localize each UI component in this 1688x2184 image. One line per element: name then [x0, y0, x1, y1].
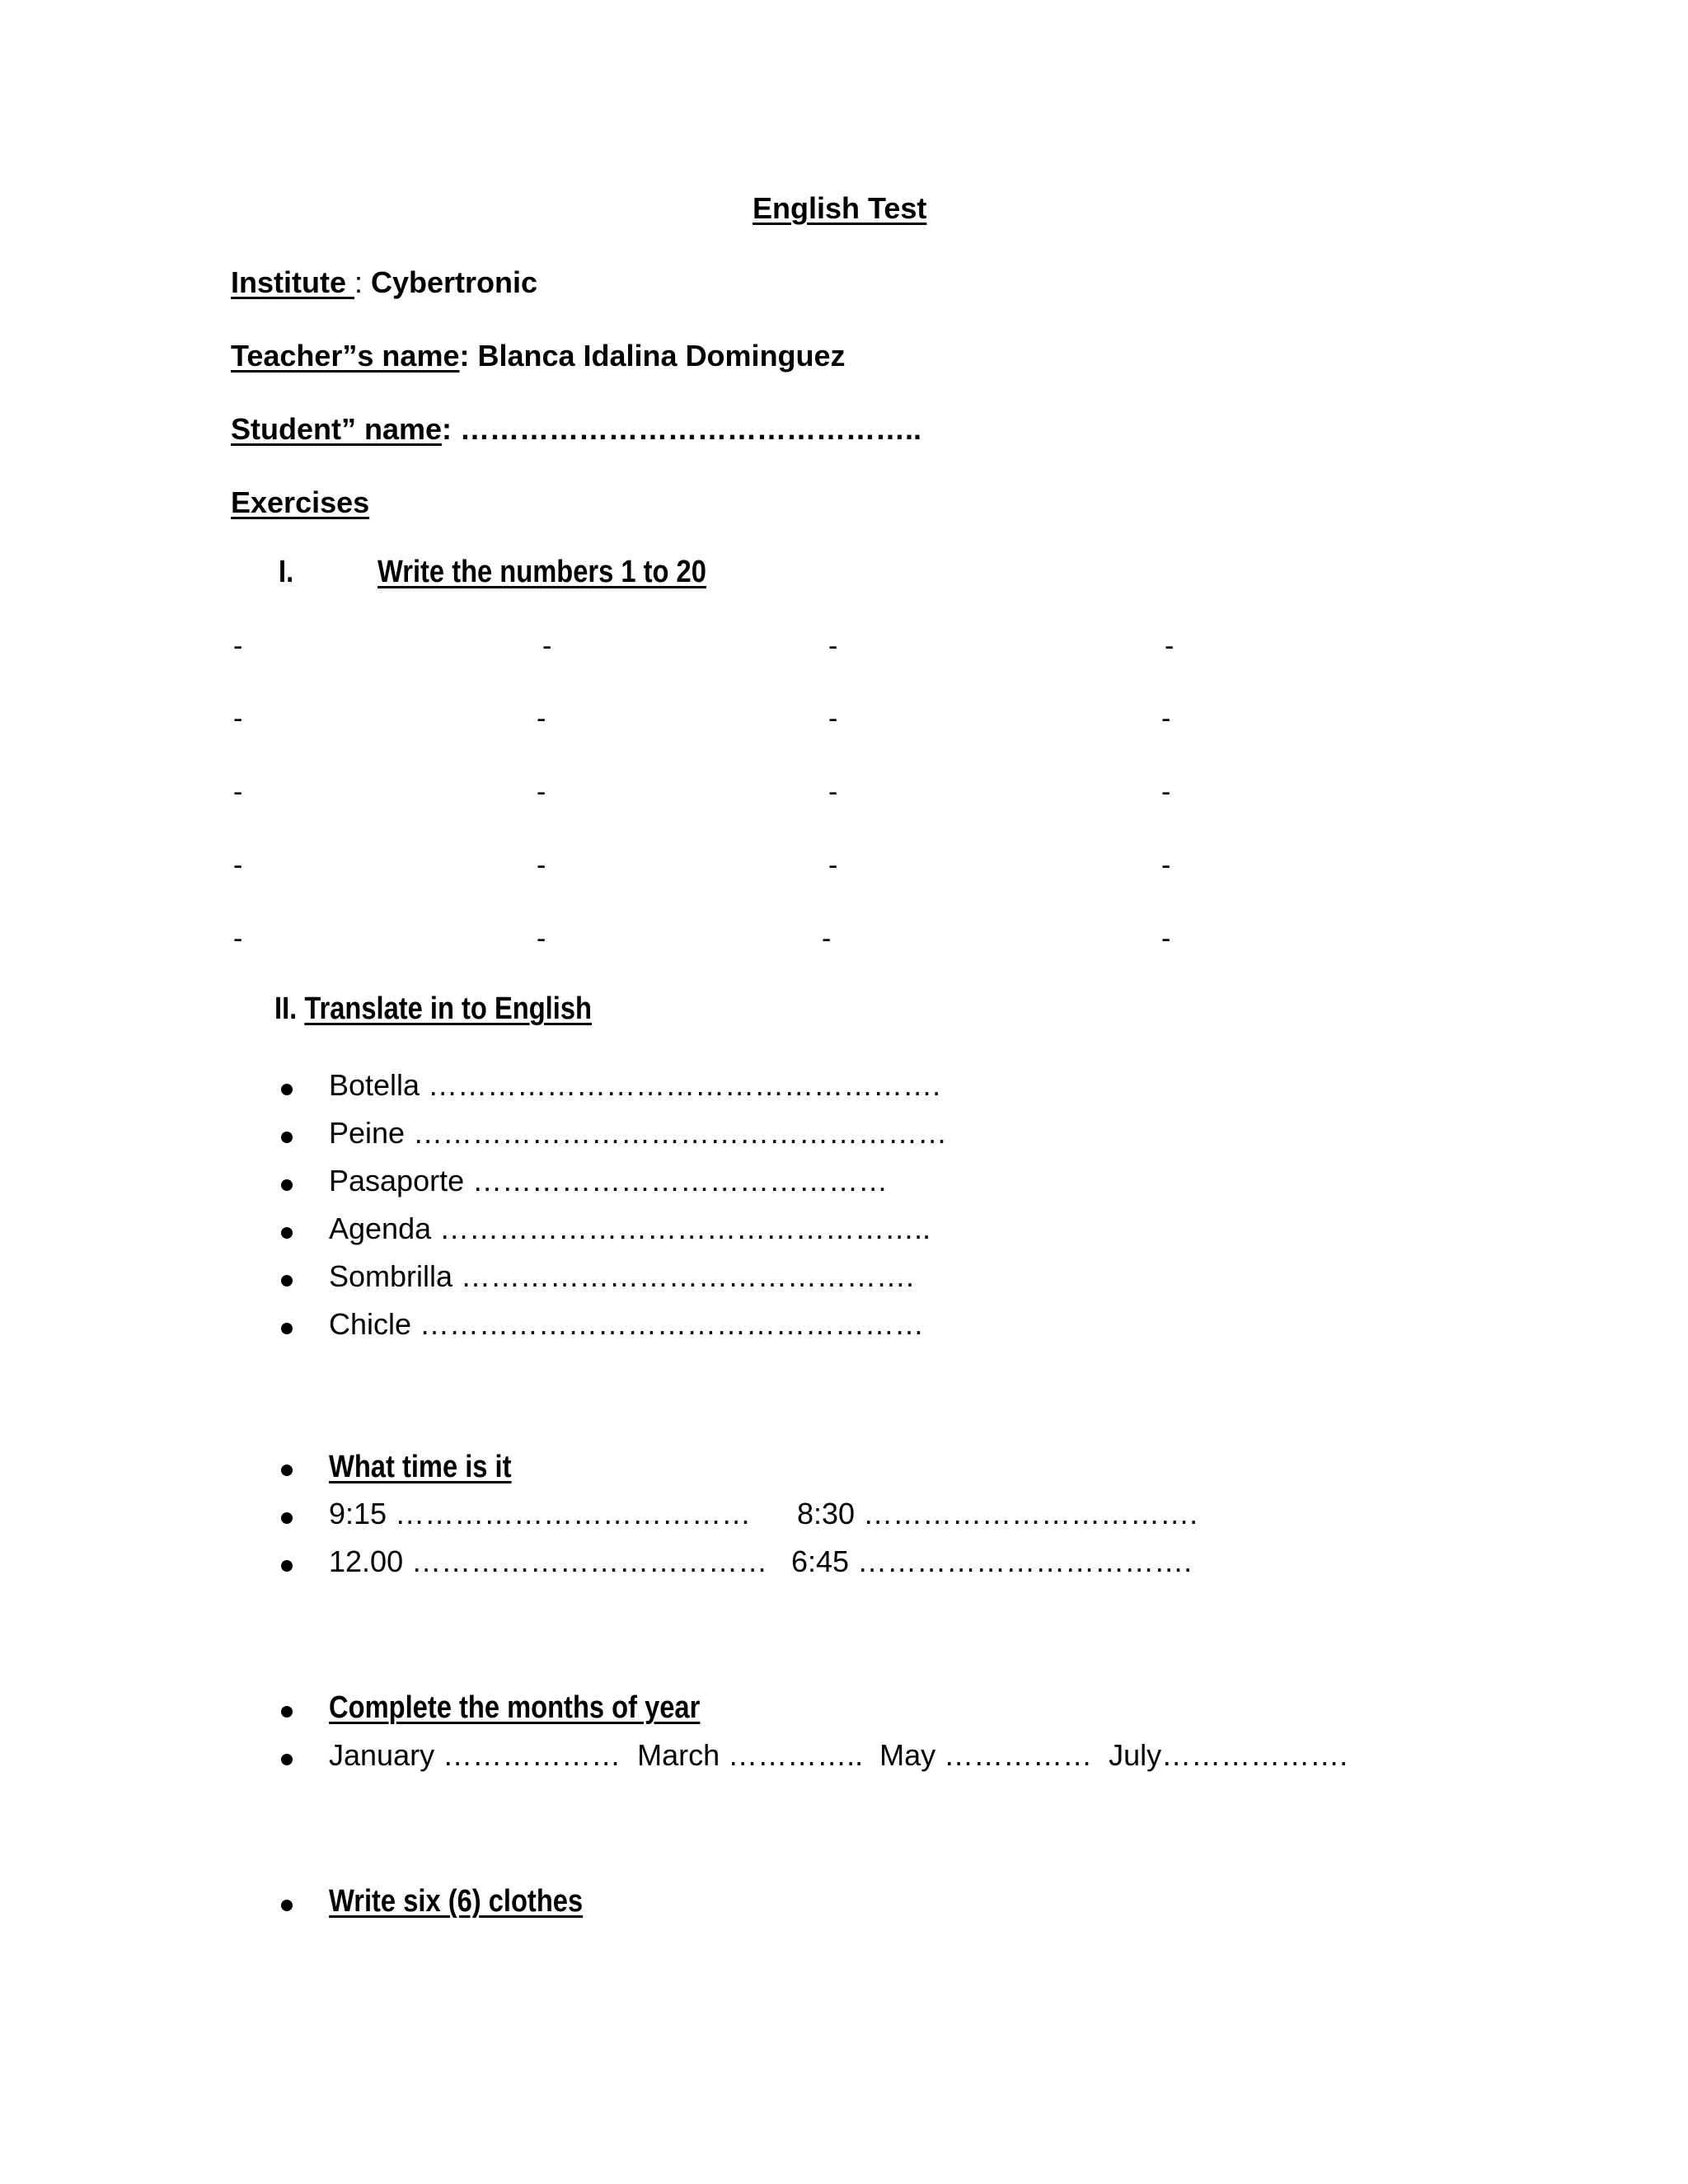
time-item-1: 9:15 ………………………………	[329, 1497, 752, 1530]
number-answer-blank: -	[233, 630, 243, 662]
number-answer-blank: -	[537, 850, 546, 881]
student-line	[231, 412, 921, 447]
number-answer-blank: -	[1161, 850, 1171, 881]
number-answer-blank: -	[233, 850, 243, 881]
section2-numeral: II.	[274, 991, 298, 1026]
section2-heading: Translate in to English	[304, 991, 592, 1026]
student-label: Student” name	[231, 412, 443, 446]
number-answer-blank: -	[1161, 923, 1171, 954]
institute-line	[231, 265, 537, 300]
teacher-value: : Blanca Idalina Dominguez	[459, 339, 846, 373]
time-item-2: 8:30 …………………………….	[797, 1497, 1198, 1530]
translate-item: Agenda …………………………………………..	[329, 1212, 931, 1245]
teacher-line	[231, 339, 846, 373]
number-answer-blank: -	[537, 923, 546, 954]
translate-item: Chicle ……………………………………………	[329, 1307, 925, 1341]
number-answer-blank: -	[1161, 776, 1171, 808]
bullet-icon	[281, 1132, 293, 1143]
teacher-label: Teacher”s name	[231, 339, 460, 373]
number-answer-blank: -	[1161, 703, 1171, 734]
section1-heading: Write the numbers 1 to 20	[377, 555, 706, 589]
bullet-icon	[281, 1179, 293, 1191]
institute-label: Institute	[231, 265, 354, 299]
number-answer-blank: -	[233, 923, 243, 954]
section3-heading: What time is it	[329, 1450, 512, 1484]
page-title: English Test	[753, 191, 927, 225]
bullet-icon	[281, 1465, 293, 1476]
institute-value: Cybertronic	[371, 265, 538, 299]
number-answer-blank: -	[828, 703, 838, 734]
bullet-icon	[281, 1084, 293, 1095]
exercises-heading: Exercises	[231, 485, 370, 519]
time-item-3: 12.00 ………………………………	[329, 1544, 768, 1578]
number-answer-blank: -	[822, 923, 832, 954]
translate-item: Sombrilla ……………………………………….	[329, 1259, 915, 1293]
student-name-field: : ………………………………………..	[442, 412, 922, 446]
number-answer-blank: -	[542, 630, 552, 662]
bullet-icon	[281, 1900, 293, 1911]
number-answer-blank: -	[537, 776, 546, 808]
bullet-icon	[281, 1754, 293, 1765]
bullet-icon	[281, 1512, 293, 1524]
number-answer-blank: -	[537, 703, 546, 734]
number-answer-blank: -	[828, 630, 838, 662]
section2-heading-line	[274, 991, 644, 1027]
translate-item: Peine ………………………………………………	[329, 1116, 948, 1150]
section1-numeral: I.	[279, 555, 294, 589]
section4-heading: Complete the months of year	[329, 1690, 701, 1725]
translate-item: Botella …………………………………………….	[329, 1068, 941, 1102]
months-line: January ……………… March ………….. May …………… July……………….	[329, 1738, 1348, 1772]
bullet-icon	[281, 1323, 293, 1334]
number-answer-blank: -	[828, 850, 838, 881]
translate-item: Pasaporte ……………………………………	[329, 1164, 889, 1197]
section5-heading: Write six (6) clothes	[329, 1884, 584, 1919]
bullet-icon	[281, 1227, 293, 1239]
number-answer-blank: -	[828, 776, 838, 808]
time-item-4: 6:45 …………………………….	[791, 1544, 1193, 1578]
bullet-icon	[281, 1706, 293, 1718]
institute-separator: :	[354, 265, 372, 299]
number-answer-blank: -	[1165, 630, 1175, 662]
number-answer-blank: -	[233, 776, 243, 808]
bullet-icon	[281, 1560, 293, 1572]
number-answer-blank: -	[233, 703, 243, 734]
bullet-icon	[281, 1275, 293, 1286]
